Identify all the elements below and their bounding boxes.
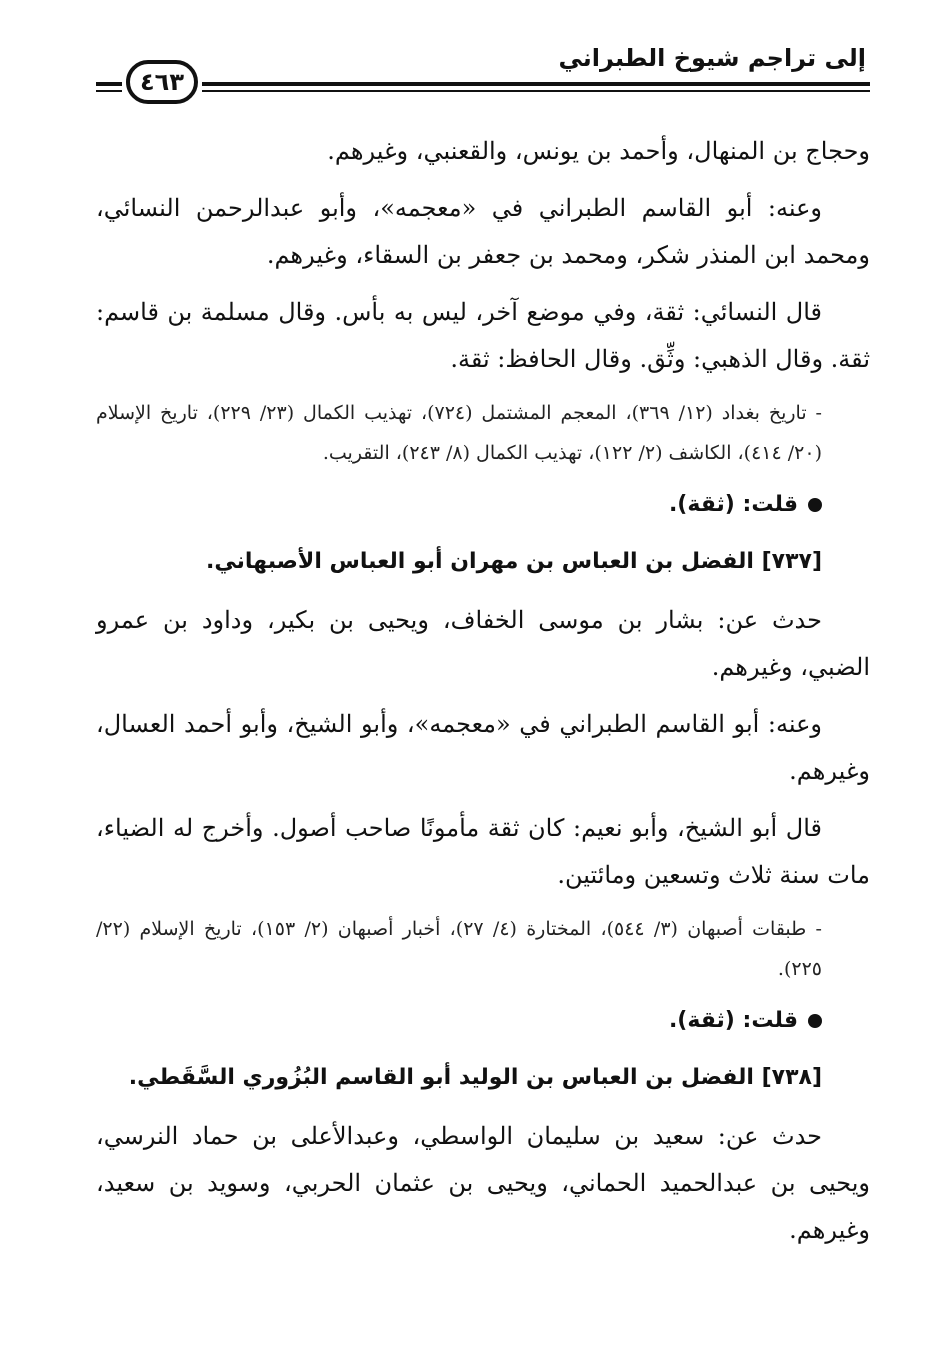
paragraph: قال أبو الشيخ، وأبو نعيم: كان ثقة مأمونًا صاحب أصول. وأخرج له الضياء، مات سنة ثلاث وتسعين ومائتين. [96,814,870,889]
paragraph: وحجاج بن المنهال، وأحمد بن يونس، والقعنبي، وغيرهم. [327,137,870,165]
verdict-line [96,483,870,527]
running-title: إلى تراجم شيوخ الطبراني [558,44,866,72]
page-header [90,40,870,110]
verdict-line [96,999,870,1043]
paragraph: وعنه: أبو القاسم الطبراني في «معجمه»، وأبو الشيخ، وأبو أحمد العسال، وغيرهم. [96,710,870,785]
header-rule-thick [202,82,870,86]
reference-list: - طبقات أصبهان (٣/ ٥٤٤)، المختارة (٤/ ٢٧)، أخبار أصبهان (٢/ ١٥٣)، تاريخ الإسلام (٢٢/ ٢٢٥). [96,918,822,980]
entry-heading: [٧٣٧] الفضل بن العباس بن مهران أبو العباس الأصبهاني. [206,549,822,574]
page-body [96,128,870,1264]
bullet-icon [808,1014,822,1028]
paragraph: قال النسائي: ثقة، وفي موضع آخر، ليس به بأس. وقال مسلمة بن قاسم: ثقة. وقال الذهبي: وثِّق. وقال الحافظ: ثقة. [96,298,870,373]
paragraph: حدث عن: بشار بن موسى الخفاف، ويحيى بن بكير، وداود بن عمرو الضبي، وغيرهم. [96,606,870,681]
header-rule-thin [202,90,870,92]
header-rule-stub [96,82,122,86]
page-number-badge: ٤٦٣ [126,60,198,104]
paragraph: وعنه: أبو القاسم الطبراني في «معجمه»، وأبو عبدالرحمن النسائي، ومحمد ابن المنذر شكر، ومحمد بن جعفر بن السقاء، وغيرهم. [96,194,870,269]
header-rule-stub [96,90,122,92]
bullet-icon [808,498,822,512]
entry-heading: [٧٣٨] الفضل بن العباس بن الوليد أبو القاسم البُزُوري السَّقَطي. [128,1065,822,1090]
paragraph: حدث عن: سعيد بن سليمان الواسطي، وعبدالأعلى بن حماد النرسي، ويحيى بن عبدالحميد الحماني، ويحيى بن عثمان الحربي، وسويد بن سعيد، وغيرهم. [96,1122,870,1244]
verdict-text: قلت: (ثقة). [668,1008,798,1033]
verdict-text: قلت: (ثقة). [668,492,798,517]
reference-list: - تاريخ بغداد (١٢/ ٣٦٩)، المعجم المشتمل (٧٢٤)، تهذيب الكمال (٢٣/ ٢٢٩)، تاريخ الإسلام (٢٠/ ٤١٤)، الكاشف (٢/ ١٢٢)، تهذيب الكمال (٨/ ٢٤٣)، التقريب. [96,402,822,464]
